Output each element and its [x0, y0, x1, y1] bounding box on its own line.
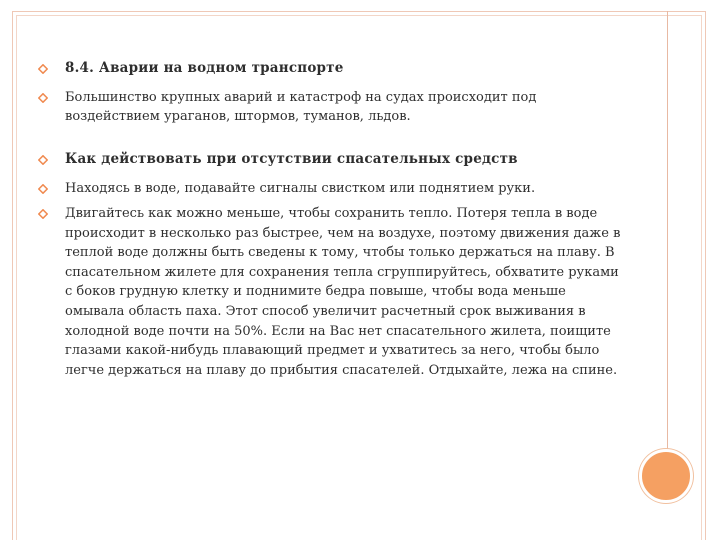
hollow-diamond-icon — [38, 64, 48, 74]
hollow-diamond-icon — [38, 184, 48, 194]
hollow-diamond-icon — [38, 209, 48, 219]
bullet-item-signals — [38, 179, 628, 198]
hollow-diamond-icon — [38, 93, 48, 103]
hollow-diamond-icon — [38, 155, 48, 165]
bullet-item-intro — [38, 88, 628, 126]
bullet-text: Двигайтесь как можно меньше, чтобы сохранить тепло. Потеря тепла в воде происходит в несколько раз быстрее, чем на воздухе, поэтому движения даже в теплой воде должны быть сведены к тому, чтобы только держаться на плаву. В спасательном жилете для сохранения тепла сгруппируйтесь, обхватите руками с боков грудную клетку и поднимите бедра повыше, чтобы вода меньше омывала область паха. Этот способ увеличит расчетный срок выживания в холодной воде почти на 50%. Если на Вас нет спасательного жилета, поищите глазами какой-нибудь плавающий предмет и ухватитесь за него, чтобы было легче держаться на плаву до прибытия спасателей. Отдыхайте, лежа на спине. — [65, 206, 621, 378]
slide-content — [38, 59, 628, 380]
bullet-text: 8.4. Аварии на водном транспорте — [65, 60, 344, 76]
decorative-vertical-line — [667, 11, 668, 452]
bullet-text: Находясь в воде, подавайте сигналы свистком или поднятием руки. — [65, 181, 536, 196]
decorative-orange-circle — [639, 449, 693, 503]
bullet-text: Как действовать при отсутствии спасательных средств — [65, 151, 518, 167]
bullet-item-subheading — [38, 150, 628, 169]
bullet-item-instructions — [38, 204, 628, 380]
bullet-text: Большинство крупных аварий и катастроф на судах происходит под воздействием ураганов, штормов, туманов, льдов. — [65, 90, 537, 124]
bullet-item-title — [38, 59, 628, 78]
